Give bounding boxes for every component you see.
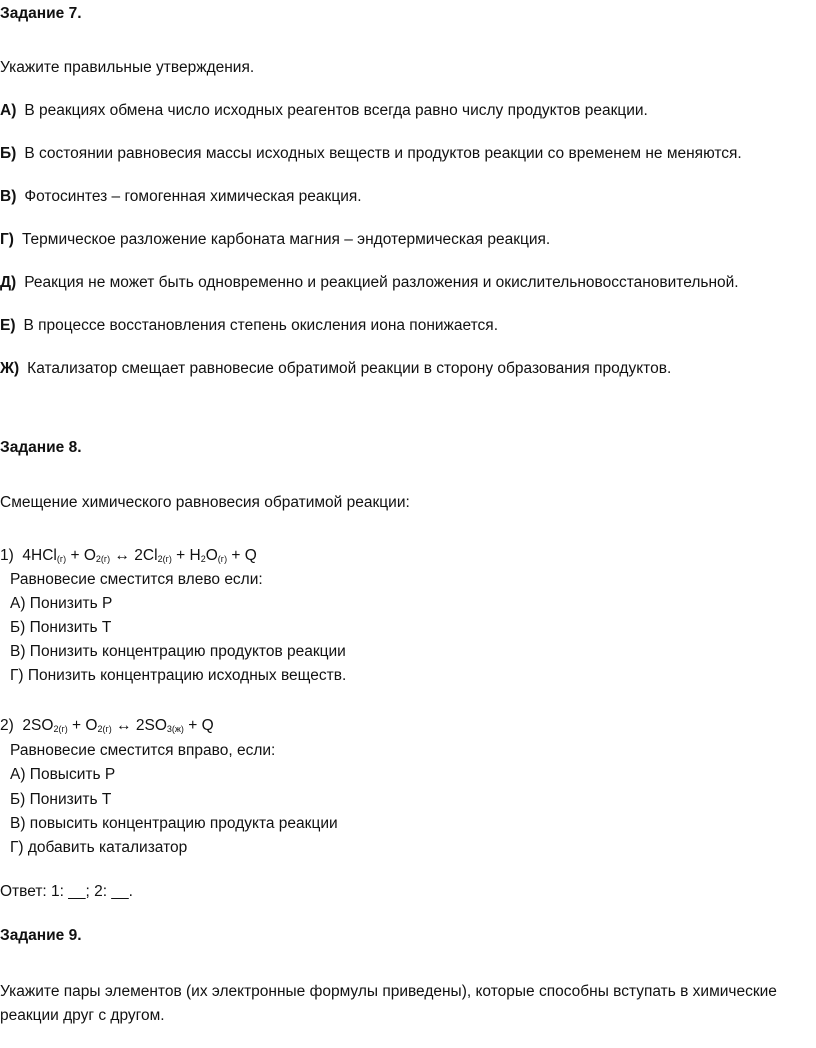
statement-a bbox=[0, 101, 648, 121]
formula-subscript: 2 bbox=[200, 554, 206, 564]
statement-label: Е) bbox=[0, 317, 16, 334]
q1-option-a: А) Понизить Р bbox=[10, 595, 113, 612]
statement-label: Ж) bbox=[0, 360, 20, 377]
formula-part: 4HCl bbox=[22, 547, 57, 564]
statement-text: Реакция не может быть одновременно и реакцией разложения и окислительновосстановительной. bbox=[24, 274, 739, 291]
q1-option-g: Г) Понизить концентрацию исходных веществ. bbox=[10, 667, 347, 684]
statement-label: А) bbox=[0, 102, 17, 119]
equation-2 bbox=[0, 716, 214, 736]
statement-label: В) bbox=[0, 188, 17, 205]
task9-prompt: Укажите пары элементов (их электронные формулы приведены), которые способны вступать в химические реакции друг с другом. bbox=[0, 983, 777, 1024]
q2-option-a: А) Повысить Р bbox=[10, 766, 116, 783]
statement-b bbox=[0, 144, 742, 164]
statement-g bbox=[0, 230, 550, 250]
formula-part: + H bbox=[171, 547, 201, 564]
formula-part: ↔ 2SO bbox=[111, 717, 167, 734]
formula-subscript: (г) bbox=[56, 554, 67, 564]
statement-v bbox=[0, 187, 362, 207]
question-number: 1) bbox=[0, 547, 14, 564]
formula-subscript: 2(г) bbox=[95, 554, 111, 564]
q1-option-v: В) Понизить концентрацию продуктов реакции bbox=[10, 643, 346, 660]
formula-part: ↔ 2Cl bbox=[110, 547, 158, 564]
statement-d bbox=[0, 273, 739, 293]
statement-label: Д) bbox=[0, 274, 17, 291]
task7-prompt: Укажите правильные утверждения. bbox=[0, 59, 255, 76]
formula-subscript: 2(г) bbox=[97, 724, 112, 734]
question-number: 2) bbox=[0, 717, 14, 734]
formula-part: + O bbox=[66, 547, 96, 564]
formula-part: O bbox=[205, 547, 218, 564]
statement-text: Термическое разложение карбоната магния – эндотермическая реакция. bbox=[21, 231, 551, 248]
equation-1 bbox=[0, 546, 257, 566]
formula-part: + Q bbox=[183, 717, 214, 734]
q2-question: Равновесие сместится вправо, если: bbox=[10, 742, 276, 759]
q2-option-v: В) повысить концентрацию продукта реакции bbox=[10, 815, 338, 832]
formula-subscript: 2(г) bbox=[53, 724, 68, 734]
formula-part: + O bbox=[67, 717, 98, 734]
formula-subscript: 2(г) bbox=[157, 554, 172, 564]
statement-e bbox=[0, 316, 498, 336]
statement-text: В состоянии равновесия массы исходных веществ и продуктов реакции со временем не меняются. bbox=[24, 145, 742, 162]
formula-subscript: 3(ж) bbox=[166, 724, 184, 734]
formula-subscript: (г) bbox=[217, 554, 228, 564]
task9-title: Задание 9. bbox=[0, 927, 82, 944]
statement-label: Г) bbox=[0, 231, 14, 248]
q1-option-b: Б) Понизить Т bbox=[10, 619, 112, 636]
statement-text: Катализатор смещает равновесие обратимой реакции в сторону образования продуктов. bbox=[27, 360, 672, 377]
statement-text: В процессе восстановления степень окисления иона понижается. bbox=[23, 317, 499, 334]
task8-title: Задание 8. bbox=[0, 439, 82, 456]
answer-line: Ответ: 1: __; 2: __. bbox=[0, 883, 133, 900]
q1-question: Равновесие сместится влево если: bbox=[10, 571, 263, 588]
q2-option-b: Б) Понизить Т bbox=[10, 791, 112, 808]
task8-prompt: Смещение химического равновесия обратимой реакции: bbox=[0, 494, 410, 511]
statement-label: Б) bbox=[0, 145, 17, 162]
formula-part: + Q bbox=[227, 547, 257, 564]
q2-option-g: Г) добавить катализатор bbox=[10, 839, 188, 856]
formula-part: 2SO bbox=[22, 717, 54, 734]
statement-text: В реакциях обмена число исходных реагентов всегда равно числу продуктов реакции. bbox=[24, 102, 648, 119]
statement-zh bbox=[0, 359, 671, 379]
statement-text: Фотосинтез – гомогенная химическая реакция. bbox=[24, 188, 362, 205]
task7-title: Задание 7. bbox=[0, 5, 82, 22]
